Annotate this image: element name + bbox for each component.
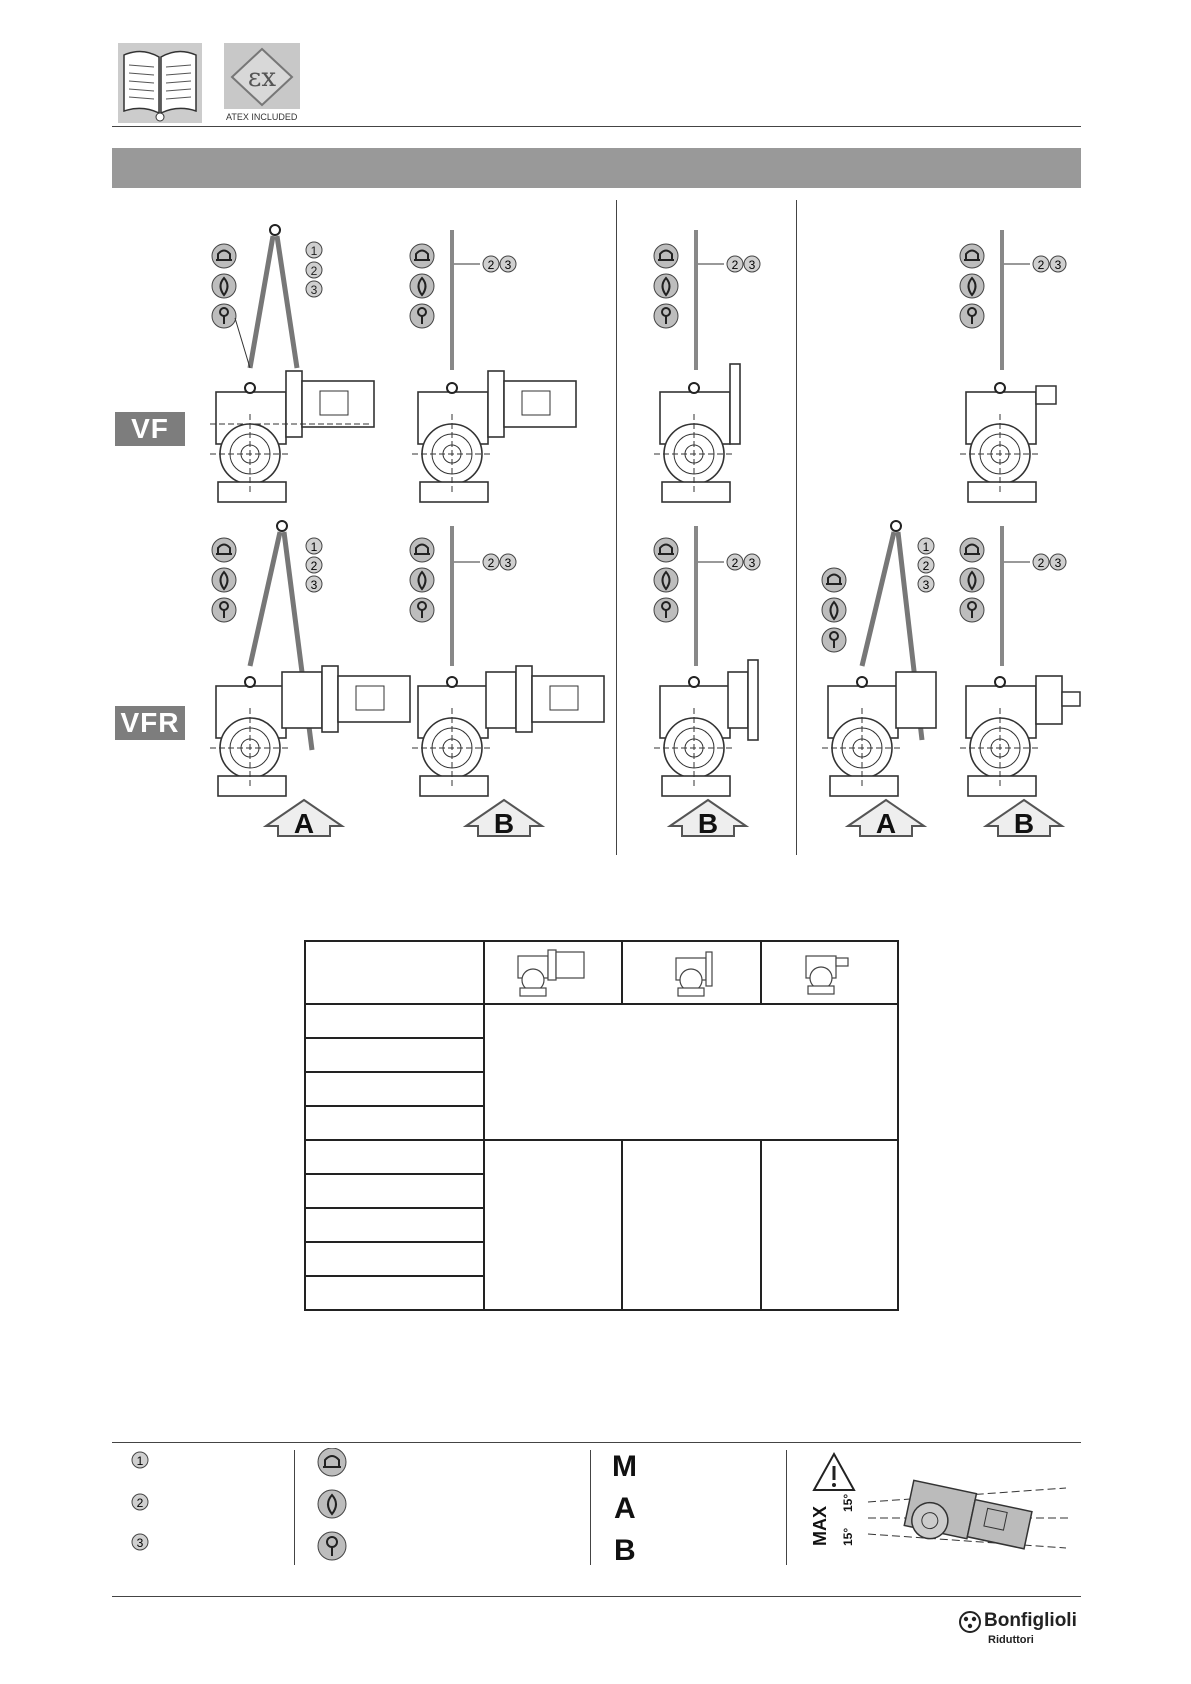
legend-top-rule	[112, 1442, 1081, 1443]
tilt-angle-upper: 15°	[841, 1493, 855, 1512]
flange-gearbox-thumbnail	[676, 952, 712, 996]
brand-name: Bonfiglioli	[984, 1610, 1077, 1631]
callout-1: 1	[310, 540, 318, 554]
callout-1: 1	[310, 244, 318, 258]
vfr-badge: VFR	[115, 706, 185, 740]
legend-number-2: 2	[136, 1496, 144, 1510]
callout-2: 2	[487, 556, 495, 570]
legend-divider	[786, 1450, 787, 1565]
legend-letter-m: M	[612, 1450, 637, 1483]
callout-2: 2	[1037, 556, 1045, 570]
arrow-label-a: A	[875, 808, 897, 839]
callout-2: 2	[310, 559, 318, 573]
legend-letter-a: A	[614, 1492, 636, 1525]
callout-2: 2	[1037, 258, 1045, 272]
callout-3: 3	[310, 578, 318, 592]
arrow-label-a: A	[293, 808, 315, 839]
atex-label: ATEX INCLUDED	[226, 112, 298, 122]
legend-number-3: 3	[136, 1536, 144, 1550]
brand-subtitle: Riduttori	[988, 1634, 1034, 1646]
callout-3: 3	[504, 556, 512, 570]
callout-3: 3	[748, 258, 756, 272]
vf-badge: VF	[115, 412, 185, 446]
warning-triangle-icon	[814, 1454, 854, 1490]
callout-3: 3	[922, 578, 930, 592]
callout-2: 2	[731, 258, 739, 272]
callout-3: 3	[310, 283, 318, 297]
callout-2: 2	[310, 264, 318, 278]
callout-3: 3	[748, 556, 756, 570]
arrow-label-b: B	[493, 808, 515, 839]
shaft-gearbox-thumbnail	[806, 956, 848, 994]
legend-divider	[294, 1450, 295, 1565]
legend-letter-b: B	[614, 1534, 636, 1567]
arrow-label-b: B	[1013, 808, 1035, 839]
callout-3: 3	[504, 258, 512, 272]
legend-divider	[590, 1450, 591, 1565]
tilt-max-label: MAX	[810, 1506, 830, 1546]
svg-text:εx: εx	[247, 63, 277, 93]
callout-2: 2	[731, 556, 739, 570]
tilt-angle-lower: 15°	[841, 1527, 855, 1546]
callout-3: 3	[1054, 258, 1062, 272]
motor-gearbox-thumbnail	[518, 950, 584, 996]
bonfiglioli-logo-icon	[958, 1610, 982, 1634]
callout-2: 2	[487, 258, 495, 272]
legend-number-markers	[128, 1448, 168, 1568]
legend-hardware-icons	[316, 1448, 356, 1568]
footer-rule	[112, 1596, 1081, 1597]
lifting-table	[304, 940, 899, 1311]
tilt-warning-diagram	[808, 1450, 1076, 1566]
legend-number-1: 1	[136, 1454, 144, 1468]
callout-3: 3	[1054, 556, 1062, 570]
arrow-label-b: B	[697, 808, 719, 839]
callout-2: 2	[922, 559, 930, 573]
callout-1: 1	[922, 540, 930, 554]
